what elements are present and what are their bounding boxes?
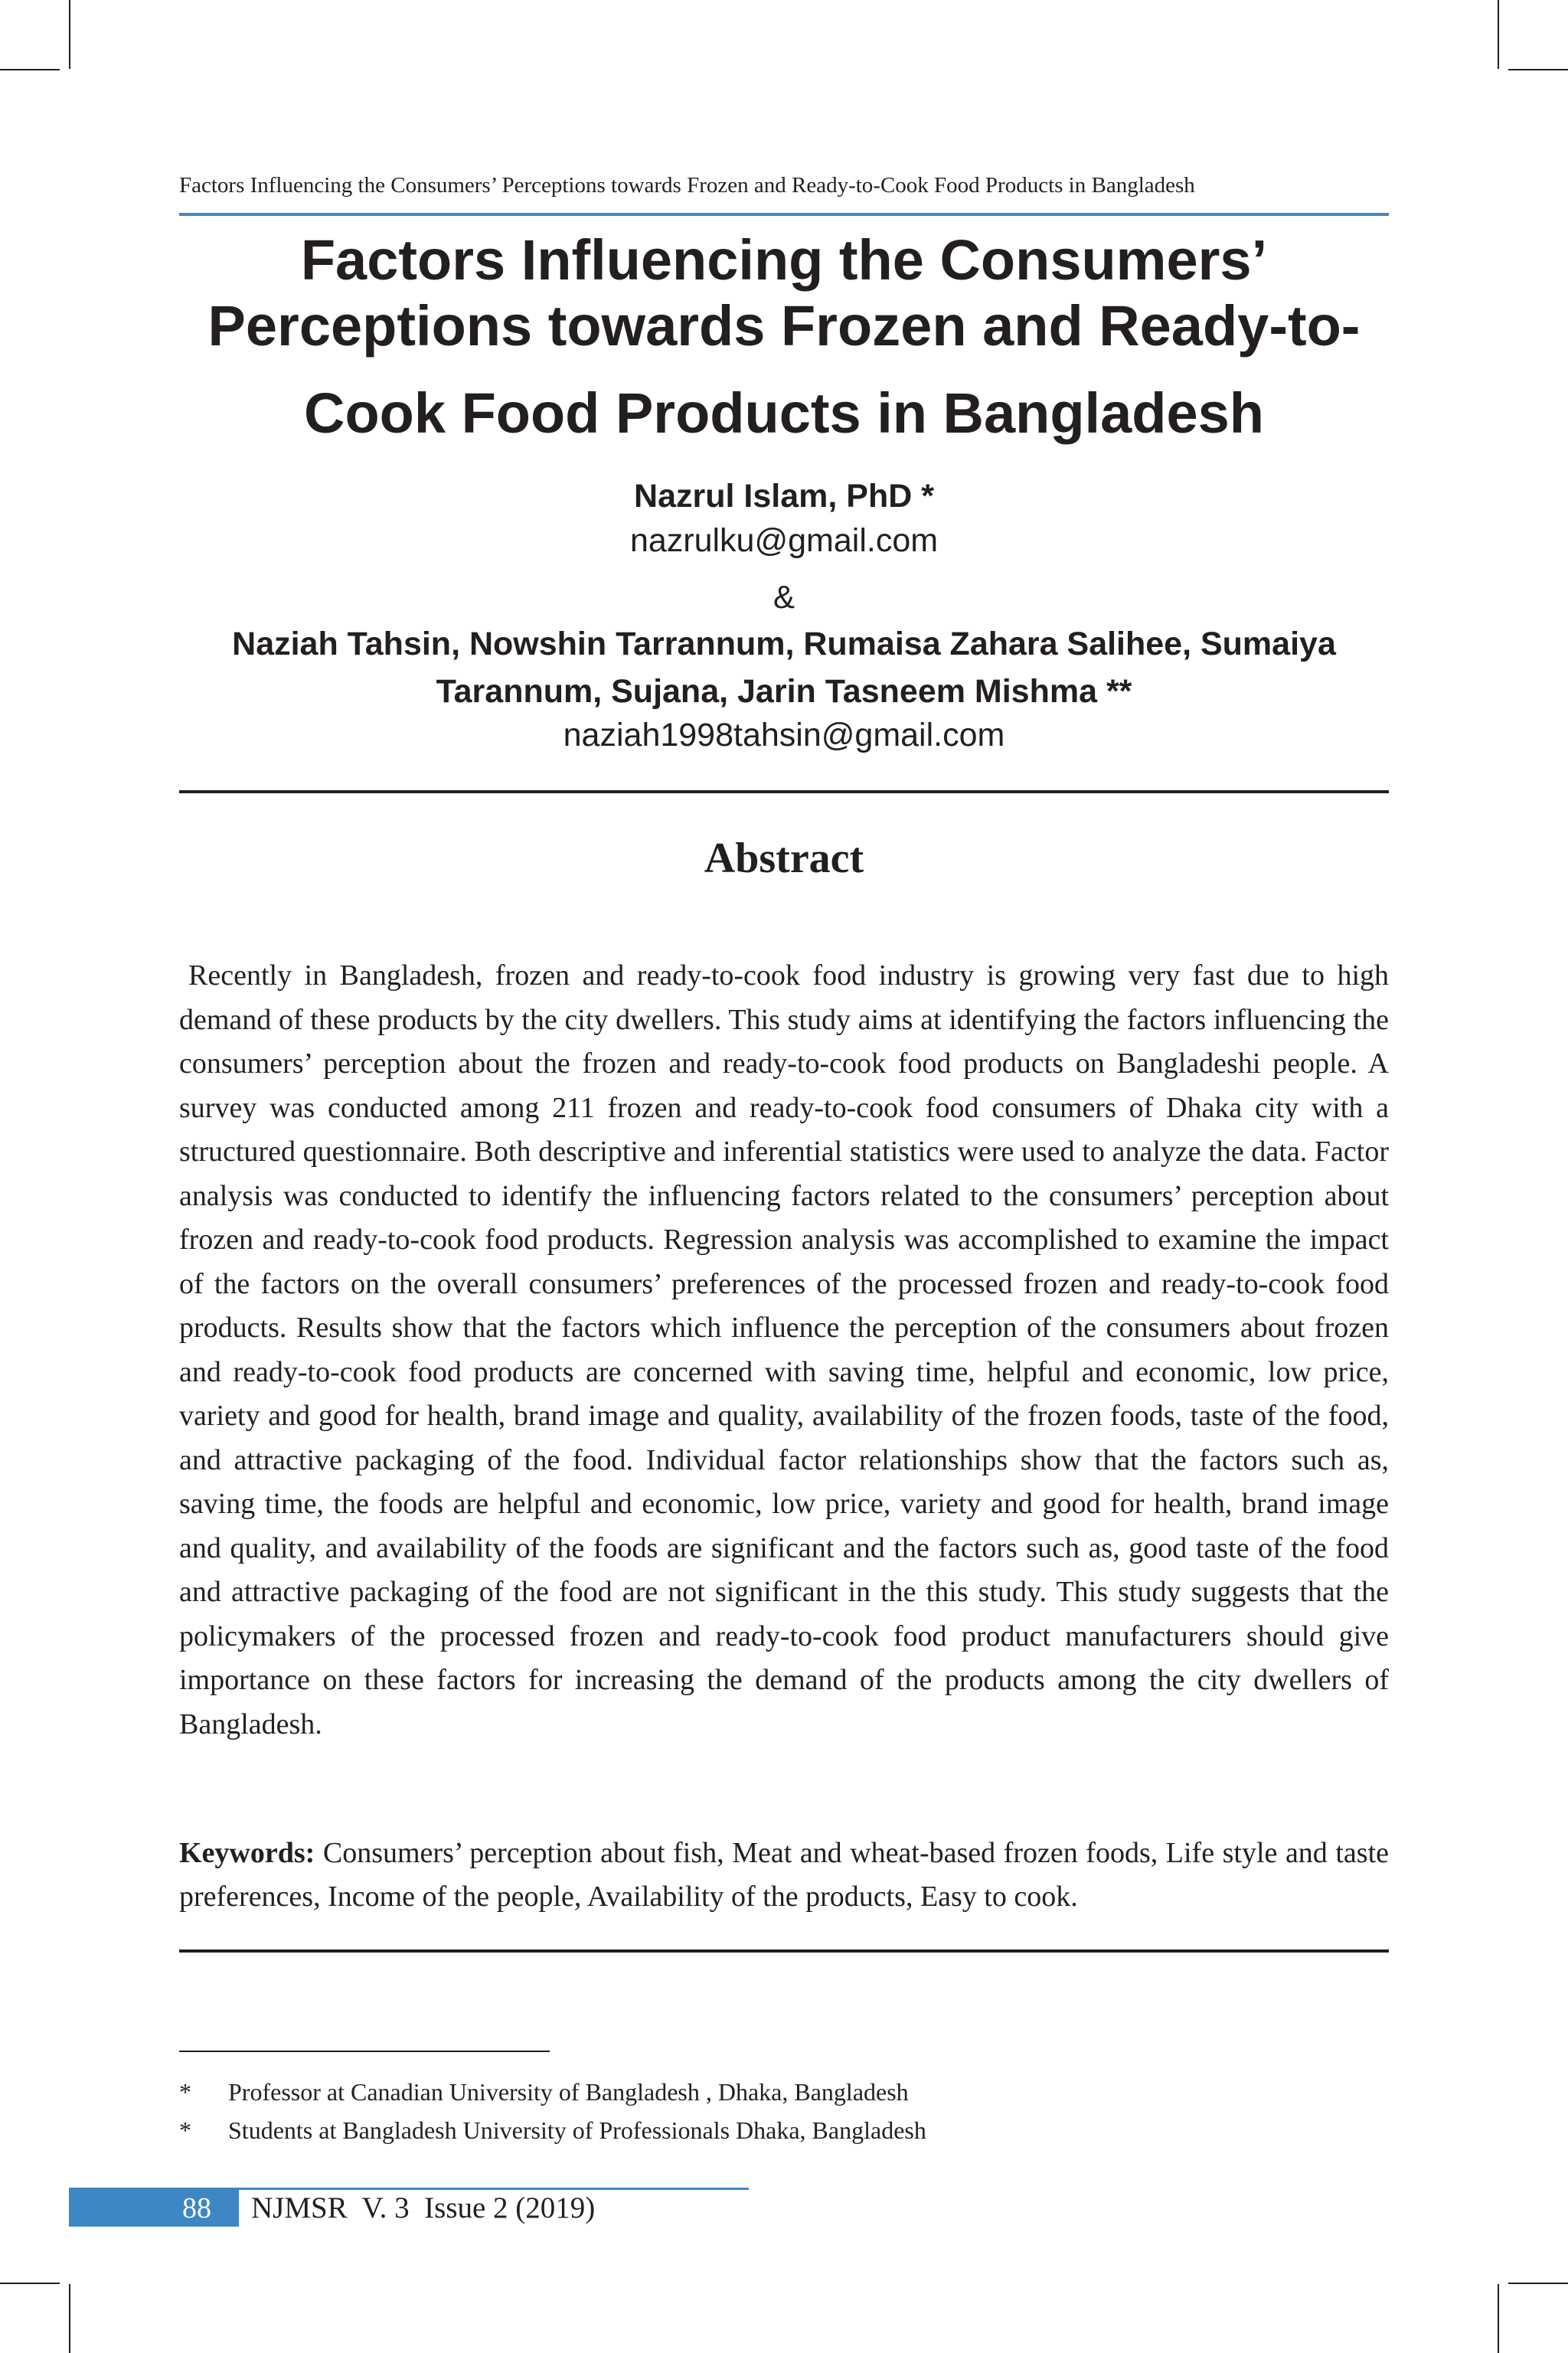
footnote [179, 2113, 1374, 2147]
author-primary-email: nazrulku@gmail.com [629, 522, 939, 559]
title-line: Cook Food Products in Bangladesh [304, 381, 1264, 445]
crop-mark [69, 2284, 70, 2353]
section-rule-bottom [179, 1949, 1389, 1953]
crop-mark [1498, 2284, 1499, 2353]
crop-mark [1498, 0, 1499, 69]
keywords [179, 1832, 1389, 1919]
author-line: Tarannum, Sujana, Jarin Tasneem Mishma ** [436, 673, 1132, 710]
crop-mark [69, 0, 70, 69]
crop-mark [1508, 2283, 1568, 2284]
section-rule-top [179, 790, 1389, 793]
keywords-text: Consumers’ perception about fish, Meat and wheat-based frozen foods, Life style and taste preferences, Income of the people, Availability of the products, Easy to cook. [179, 1837, 1389, 1913]
title-line: Perceptions towards Frozen and Ready-to- [207, 294, 1361, 358]
footnote-text: Students at Bangladesh University of Professionals Dhaka, Bangladesh [228, 2116, 926, 2144]
abstract-body: Recently in Bangladesh, frozen and ready-to-cook food industry is growing very fast due to high demand of these products by the city dwellers. This study aims at identifying the factors influencing the consumers’ perception about the frozen and ready-to-cook food products on Bangladeshi people. A survey was conducted among 211 frozen and ready-to-cook food consumers of Dhaka city with a structured questionnaire. Both descriptive and inferential statistics were used to analyze the data. Factor analysis was conducted to identify the influencing factors related to the consumers’ perception about frozen and ready-to-cook food products. Regression analysis was accomplished to examine the impact of the factors on the overall consumers’ preferences of the processed frozen and ready-to-cook food products. Results show that the factors which influence the perception of the consumers about frozen and ready-to-cook food products are concerned with saving time, helpful and economic, low price, variety and good for health, brand image and quality, availability of the frozen foods, taste of the food, and attractive packaging of the food. Individual factor relationships show that the factors such as, saving time, the foods are helpful and economic, low price, variety and good for health, brand image and quality, and availability of the foods are significant and the factors such as, good taste of the food and attractive packaging of the food are not significant in the this study. This study suggests that the policymakers of the processed frozen and ready-to-cook food product manufacturers should give importance on these factors for increasing the demand of the products among the city dwellers of Bangladesh. [179, 959, 1389, 1740]
crop-mark [1508, 69, 1568, 70]
author-primary: Nazrul Islam, PhD * [634, 478, 934, 515]
crop-mark [0, 69, 60, 70]
paper-title [153, 222, 1415, 452]
footnote [179, 2075, 1374, 2109]
footnote-text: Professor at Canadian University of Bangladesh , Dhaka, Bangladesh [228, 2078, 909, 2106]
page-number: 88 [69, 2190, 239, 2227]
author-line: Naziah Tahsin, Nowshin Tarrannum, Rumaisa Zahara Salihee, Sumaiya [232, 626, 1336, 662]
footnote-mark: * [179, 2116, 191, 2144]
running-header: Factors Influencing the Consumers’ Perceptions towards Frozen and Ready-to-Cook Food Products in Bangladesh [179, 173, 1195, 198]
title-line: Factors Influencing the Consumers’ [300, 228, 1268, 292]
abstract-heading: Abstract [704, 835, 864, 882]
author-separator: & [773, 579, 795, 615]
author-list-email: naziah1998tahsin@gmail.com [563, 717, 1005, 753]
footnote-rule [179, 2051, 550, 2052]
header-rule [179, 213, 1389, 216]
author-list [153, 620, 1415, 715]
footnote-mark: * [179, 2078, 191, 2106]
journal-info: NJMSR V. 3 Issue 2 (2019) [251, 2191, 596, 2224]
keywords-label: Keywords: [179, 1837, 315, 1869]
crop-mark [0, 2283, 60, 2284]
